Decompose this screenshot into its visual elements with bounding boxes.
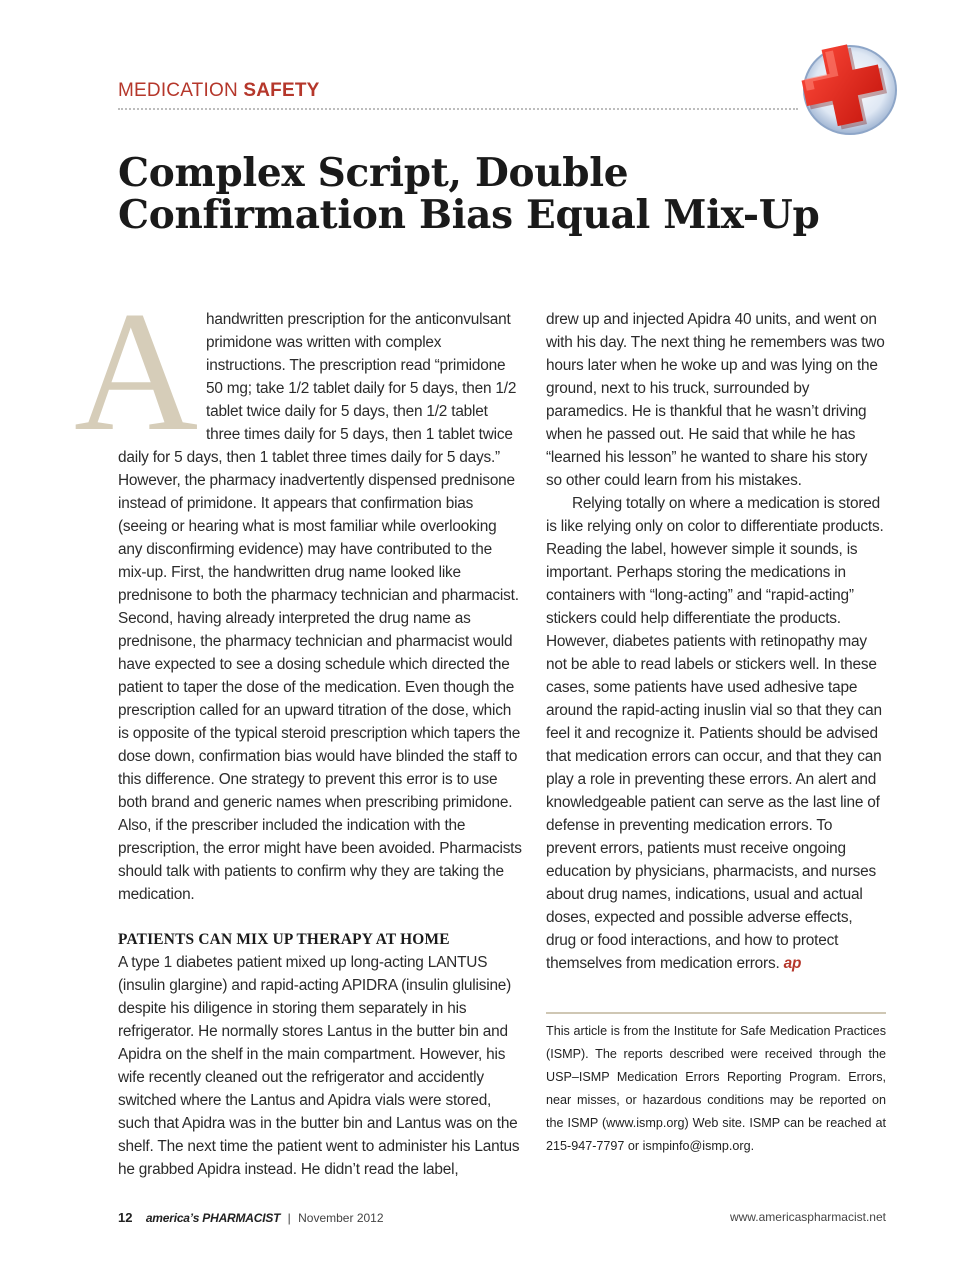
section-label <box>118 80 320 102</box>
section-label-bold: SAFETY <box>243 80 320 101</box>
footer-separator: | <box>287 1211 291 1225</box>
paragraph-intro-text: handwritten prescription for the anticonvulsant primidone was written with complex instructions. The prescription read “primidone 50 mg; take 1/2 tablet daily for 5 days, then 1/2 tablet twice daily for 5 days, then 1/2 tablet three times daily for 5 days, then 1 tablet twice daily for 5 days, then 1 tablet three times daily for 5 days.” However, the pharmacy inadvertently dispensed prednisone instead of primidone. It appears that confirmation bias (seeing or hearing what is most familiar while overlooking any disconfirming evidence) may have contributed to the mix-up. First, the handwritten drug name looked like prednisone to both the pharmacy technician and pharmacist. Second, having already interpreted the drug name as prednisone, the pharmacy technician and pharmacist would have expected to see a dosing schedule which directed the patient to taper the dose of the medication. Even though the prescription called for an upward titration of the dose, which is opposite of the typical steroid prescription which tapers the dose down, confirmation bias would have blinded the staff to this difference. One strategy to prevent this error is to use both brand and generic names when prescribing primidone. Also, if the prescriber included the indication with the prescription, the error might have been avoided. Pharmacists should talk with patients to confirm why they are taking the medication. <box>118 311 522 903</box>
page-number: 12 <box>118 1210 133 1225</box>
issue-date: November 2012 <box>298 1211 384 1225</box>
drop-cap: A <box>74 277 199 467</box>
source-note: This article is from the Institute for Safe Medication Practices (ISMP). The reports described were received through the USP–ISMP Medication Errors Reporting Program. Errors, near misses, or hazardous conditions may be reported on the ISMP (www.ismp.org) Web site. ISMP can be reached at 215-947-7797 or ismpinfo@ismp.org. <box>546 1024 886 1153</box>
section-label-light: MEDICATION <box>118 80 238 101</box>
note-divider <box>546 1012 886 1014</box>
column-right <box>546 308 886 975</box>
article-title: Complex Script, Double Confirmation Bias Equal Mix-Up <box>118 150 820 238</box>
website-url: www.americaspharmacist.net <box>729 1210 886 1224</box>
column-left <box>74 277 524 1181</box>
subheading: PATIENTS CAN MIX UP THERAPY AT HOME <box>118 931 450 948</box>
paragraph-intro <box>74 277 524 906</box>
dotted-divider <box>118 108 798 110</box>
footer <box>118 1210 886 1225</box>
paragraph-continuation: drew up and injected Apidra 40 units, and went on with his day. The next thing he remembers was two hours later when he woke up and was lying on the ground, next to his truck, surrounded by paramedics. He is thankful that he wasn’t driving when he passed out. He said that while he has “learned his lesson” he wanted to share his story so other could learn from his mistakes. <box>546 311 885 489</box>
magazine-name: america’s PHARMACIST <box>145 1211 281 1225</box>
paragraph-recommendations-text: Relying totally on where a medication is stored is like relying only on color to differentiate products. Reading the label, however simple it sounds, is important. Perhaps storing the medications in containers with “long-acting” and “rapid-acting” stickers could help differentiate the products. However, diabetes patients with retinopathy may not be able to read labels or stickers well. In these cases, some patients have used adhesive tape around the rapid-acting inuslin vial so that they can feel it and recognize it. Patients should be advised that medication errors can occur, and that they can play a role in preventing these errors. An alert and knowledgeable patient can serve as the last line of defense in preventing medication errors. To prevent errors, patients must receive ongoing education by physicians, pharmacists, and nurses about drug names, indications, usual and actual doses, expected and possible adverse effects, drug or food interactions, and how to protect themselves from medication errors. <box>546 495 884 972</box>
paragraph-recommendations <box>546 492 886 975</box>
end-mark: ap <box>783 955 802 972</box>
red-cross-icon <box>786 38 902 138</box>
paragraph-lantus-apidra: A type 1 diabetes patient mixed up long-acting LANTUS (insulin glargine) and rapid-acting APIDRA (insulin glulisine) despite his diligence in storing them separately in his refrigerator. He normally stores Lantus in the butter bin and Apidra on the shelf in the main compartment. However, his wife recently cleaned out the refrigerator and accidently switched where the Lantus and Apidra vials were stored, such that Apidra was in the butter bin and Lantus was on the shelf. The next time the patient went to administer his Lantus he grabbed Apidra instead. He didn’t read the label, <box>118 954 520 1178</box>
